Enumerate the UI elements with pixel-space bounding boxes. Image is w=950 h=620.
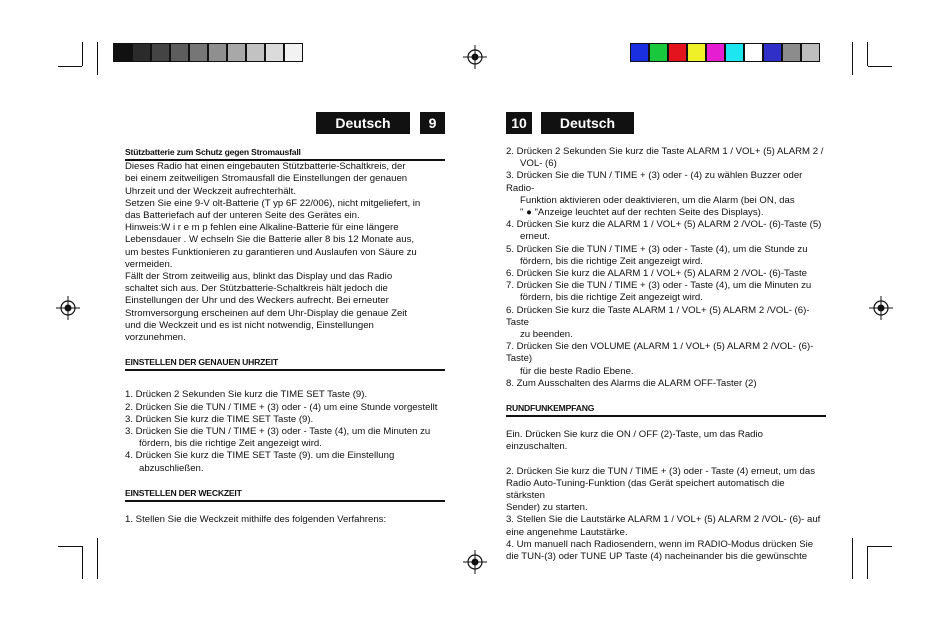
text-line: Einstellungen der Uhr und des Weckers aufrecht. Bei erneuter	[125, 295, 389, 307]
text-line: schaltet sich aus. Der Stützbatterie-Schaltkreis hält jedoch die	[125, 283, 388, 295]
color-swatch	[725, 43, 744, 62]
text-line: zu beenden.	[520, 329, 573, 341]
color-swatch	[630, 43, 649, 62]
text-line: 3. Drücken Sie die TUN / TIME + (3) oder - (4) zu wählen Buzzer oder Radio-	[506, 170, 803, 194]
text-line: Fällt der Strom zeitweilig aus, blinkt das Display und das Radio	[125, 271, 393, 283]
text-line: und die Weckzeit und es ist nicht notwendig, Einstellungen	[125, 319, 374, 331]
text-line: vorzunehmen.	[125, 332, 186, 344]
gray-swatch	[132, 43, 151, 62]
text-line: vermeiden.	[125, 258, 173, 270]
text-line: VOL- (6)	[520, 158, 557, 170]
text-line: abzuschließen.	[139, 462, 204, 474]
left-language-label: Deutsch	[316, 112, 410, 134]
text-line: 2. Drücken 2 Sekunden Sie kurz die Taste ALARM 1 / VOL+ (5) ALARM 2 /	[506, 146, 824, 157]
text-line: die TUN-(3) oder TUNE UP Taste (4) nacheinander bis die gewünschte	[506, 551, 808, 563]
gray-swatch	[208, 43, 227, 62]
color-swatch	[706, 43, 725, 62]
text-line: Radio Auto-Tuning-Funktion (das Gerät speichert automatisch die stärksten	[506, 477, 785, 502]
alarm-steps	[506, 146, 826, 390]
text-line: für die beste Radio Ebene.	[520, 365, 634, 377]
text-line: 2. Drücken Sie kurz die TUN / TIME + (3) oder - Taste (4) erneut, um das	[506, 465, 815, 477]
text-line: 7. Drücken Sie die TUN / TIME + (3) oder - Taste (4), um die Minuten zu	[506, 280, 812, 292]
text-line: 2. Drücken Sie die TUN / TIME + (3) oder - (4) um eine Stunde vorgestellt	[125, 401, 438, 413]
registration-mark-icon	[463, 550, 487, 574]
crop-mark	[97, 538, 98, 579]
text-line: 6. Drücken Sie kurz die Taste ALARM 1 / VOL+ (5) ALARM 2 /VOL- (6)-Taste	[506, 304, 810, 328]
registration-mark-icon	[56, 296, 80, 320]
color-calibration-strip	[630, 43, 820, 62]
color-swatch	[782, 43, 801, 62]
left-page-number: 9	[420, 112, 445, 134]
text-line: fördern, bis die richtige Zeit angezeigt wird.	[520, 255, 703, 267]
crop-mark	[867, 546, 868, 579]
gray-swatch	[284, 43, 303, 62]
text-line: 5. Drücken Sie die TUN / TIME + (3) oder - Taste (4), um die Stunde zu	[506, 243, 808, 255]
text-line: Funktion aktivieren oder deaktivieren, um die Alarm (bei ON, das	[520, 194, 795, 206]
color-swatch	[687, 43, 706, 62]
color-swatch	[801, 43, 820, 62]
text-line: Dieses Radio hat einen eingebauten Stützbatterie-Schaltkreis, der	[125, 161, 406, 173]
text-line: 1. Stellen Sie die Weckzeit mithilfe des folgenden Verfahrens:	[125, 514, 387, 526]
crop-mark	[58, 66, 82, 67]
text-line: 4. Drücken Sie kurz die TIME SET Taste (9). um die Einstellung	[125, 450, 395, 462]
text-line: 4. Um manuell nach Radiosendern, wenn im RADIO-Modus drücken Sie	[506, 538, 814, 550]
section-heading: Stützbatterie zum Schutz gegen Stromausfall	[125, 146, 445, 161]
left-page-content	[125, 146, 445, 526]
text-line: Sender) zu starten.	[506, 502, 588, 514]
registration-mark-icon	[463, 45, 487, 69]
text-line: 3. Stellen Sie die Lautstärke ALARM 1 / VOL+ (5) ALARM 2 /VOL- (6)- auf	[506, 514, 821, 526]
gray-swatch	[246, 43, 265, 62]
grayscale-calibration-strip	[113, 43, 303, 62]
right-page-content	[506, 146, 826, 563]
text-line: bei einem zeitweiligen Stromausfall die Einstellungen der genauen	[125, 173, 408, 185]
text-line: Uhrzeit und der Weckzeit aufrechterhält.	[125, 185, 296, 197]
text-line: 7. Drücken Sie den VOLUME (ALARM 1 / VOL+ (5) ALARM 2 /VOL- (6)-Taste)	[506, 341, 814, 365]
crop-mark	[867, 42, 868, 66]
gray-swatch	[227, 43, 246, 62]
crop-mark	[82, 546, 83, 579]
radio-on-paragraph: Ein. Drücken Sie kurz die ON / OFF (2)-Taste, um das Radio einzuschalten.	[506, 429, 763, 453]
text-line: 6. Drücken Sie kurz die ALARM 1 / VOL+ (5) ALARM 2 /VOL- (6)-Taste	[506, 268, 807, 280]
text-line: eine angenehme Lautstärke.	[506, 526, 628, 538]
text-line: 3. Drücken Sie kurz die TIME SET Taste (9).	[125, 413, 314, 425]
gray-swatch	[113, 43, 132, 62]
color-swatch	[649, 43, 668, 62]
gray-swatch	[151, 43, 170, 62]
gray-swatch	[189, 43, 208, 62]
text-line: erneut.	[520, 231, 550, 243]
section-heading: EINSTELLEN DER GENAUEN UHRZEIT	[125, 356, 445, 371]
registration-mark-icon	[869, 296, 893, 320]
set-alarm-steps	[125, 514, 445, 526]
text-line: fördern, bis die richtige Zeit angezeigt wird.	[139, 438, 322, 450]
text-line: Setzen Sie eine 9-V olt-Batterie (T yp 6F 22/006), nicht mitgeliefert, in	[125, 197, 421, 209]
crop-mark	[97, 42, 98, 75]
crop-mark	[868, 546, 892, 547]
gray-swatch	[170, 43, 189, 62]
crop-mark	[852, 538, 853, 579]
set-time-steps	[125, 389, 445, 474]
right-language-label: Deutsch	[541, 112, 634, 134]
text-line: 4. Drücken Sie kurz die ALARM 1 / VOL+ (5) ALARM 2 /VOL- (6)-Taste (5)	[506, 219, 822, 231]
section-heading: RUNDFUNKEMPFANG	[506, 402, 826, 417]
text-line: 1. Drücken 2 Sekunden Sie kurz die TIME SET Taste (9).	[125, 389, 368, 401]
gray-swatch	[265, 43, 284, 62]
text-line: 8. Zum Ausschalten des Alarms die ALARM OFF-Taster (2)	[506, 377, 757, 389]
color-swatch	[744, 43, 763, 62]
crop-mark	[58, 546, 82, 547]
text-line: Stromversorgung erscheinen auf dem Uhr-Display die genaue Zeit	[125, 307, 408, 319]
text-line: 3. Drücken Sie die TUN / TIME + (3) oder - Taste (4), um die Minuten zu	[125, 426, 431, 438]
text-line: Lebensdauer . W echseln Sie die Batterie aller 8 bis 12 Monate aus,	[125, 234, 415, 246]
text-line: " ● "Anzeige leuchtet auf der rechten Seite des Displays).	[520, 207, 764, 219]
right-page-number: 10	[506, 112, 532, 134]
radio-steps	[506, 466, 826, 564]
color-swatch	[668, 43, 687, 62]
color-swatch	[763, 43, 782, 62]
text-line: das Batteriefach auf der unteren Seite des Gerätes ein.	[125, 210, 360, 222]
text-line: fördern, bis die richtige Zeit angezeigt wird.	[520, 292, 703, 304]
backup-battery-text	[125, 161, 445, 344]
section-heading: EINSTELLEN DER WECKZEIT	[125, 487, 445, 502]
text-line: um bestes Funktionieren zu garantieren und Auslaufen von Säure zu	[125, 246, 417, 258]
crop-mark	[82, 42, 83, 66]
crop-mark	[852, 42, 853, 75]
text-line: Hinweis:W i r e m p fehlen eine Alkaline-Batterie für eine längere	[125, 222, 399, 234]
crop-mark	[868, 66, 892, 67]
